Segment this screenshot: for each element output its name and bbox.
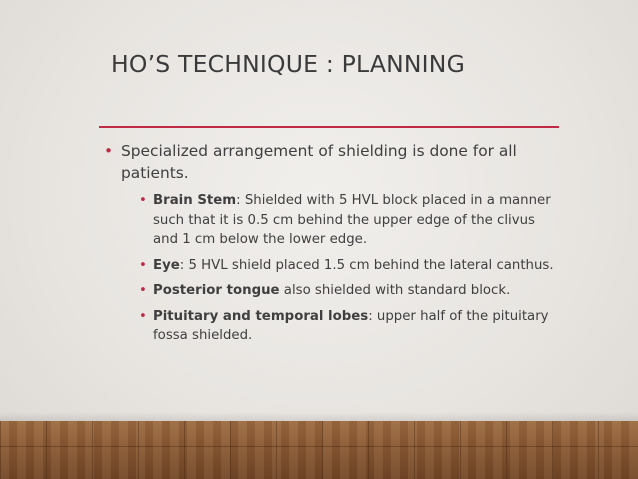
sub-bullet-text: : Shielded with 5 HVL block placed in a manner such that it is 0.5 cm behind the upper edge of the clivus and 1 cm below the lower edge.: [153, 193, 551, 247]
sub-bullet-text: also shielded with standard block.: [279, 283, 511, 298]
bullet-item: [104, 140, 564, 184]
sub-bullet-term: Posterior tongue: [153, 283, 280, 298]
bullet-marker: •: [139, 308, 147, 324]
sub-bullet-item: [104, 281, 564, 301]
sub-bullet-text: : 5 HVL shield placed 1.5 cm behind the lateral canthus.: [179, 257, 554, 273]
bullet-text: Specialized arrangement of shielding is done for all patients.: [121, 142, 517, 182]
floor-plank-line: [0, 446, 638, 447]
sub-bullet-item: [104, 256, 564, 276]
title-divider: [99, 126, 559, 128]
bullet-marker: •: [139, 283, 147, 298]
sub-bullet-item: [104, 307, 564, 346]
sub-bullet-text: : upper half of the pituitary fossa shielded.: [153, 308, 549, 343]
slide-content: [104, 140, 564, 346]
bullet-marker: •: [139, 193, 147, 208]
sub-bullet-list: [104, 191, 564, 346]
sub-bullet-item: [104, 191, 564, 250]
sub-bullet-term: Eye: [153, 257, 180, 273]
bullet-marker: •: [139, 257, 147, 273]
sub-bullet-term: Pituitary and temporal lobes: [153, 308, 369, 324]
bullet-marker: •: [104, 142, 114, 160]
slide-title: HO’S TECHNIQUE : PLANNING: [111, 50, 465, 78]
sub-bullet-term: Brain Stem: [153, 193, 237, 208]
wood-floor-decoration: [0, 421, 638, 479]
